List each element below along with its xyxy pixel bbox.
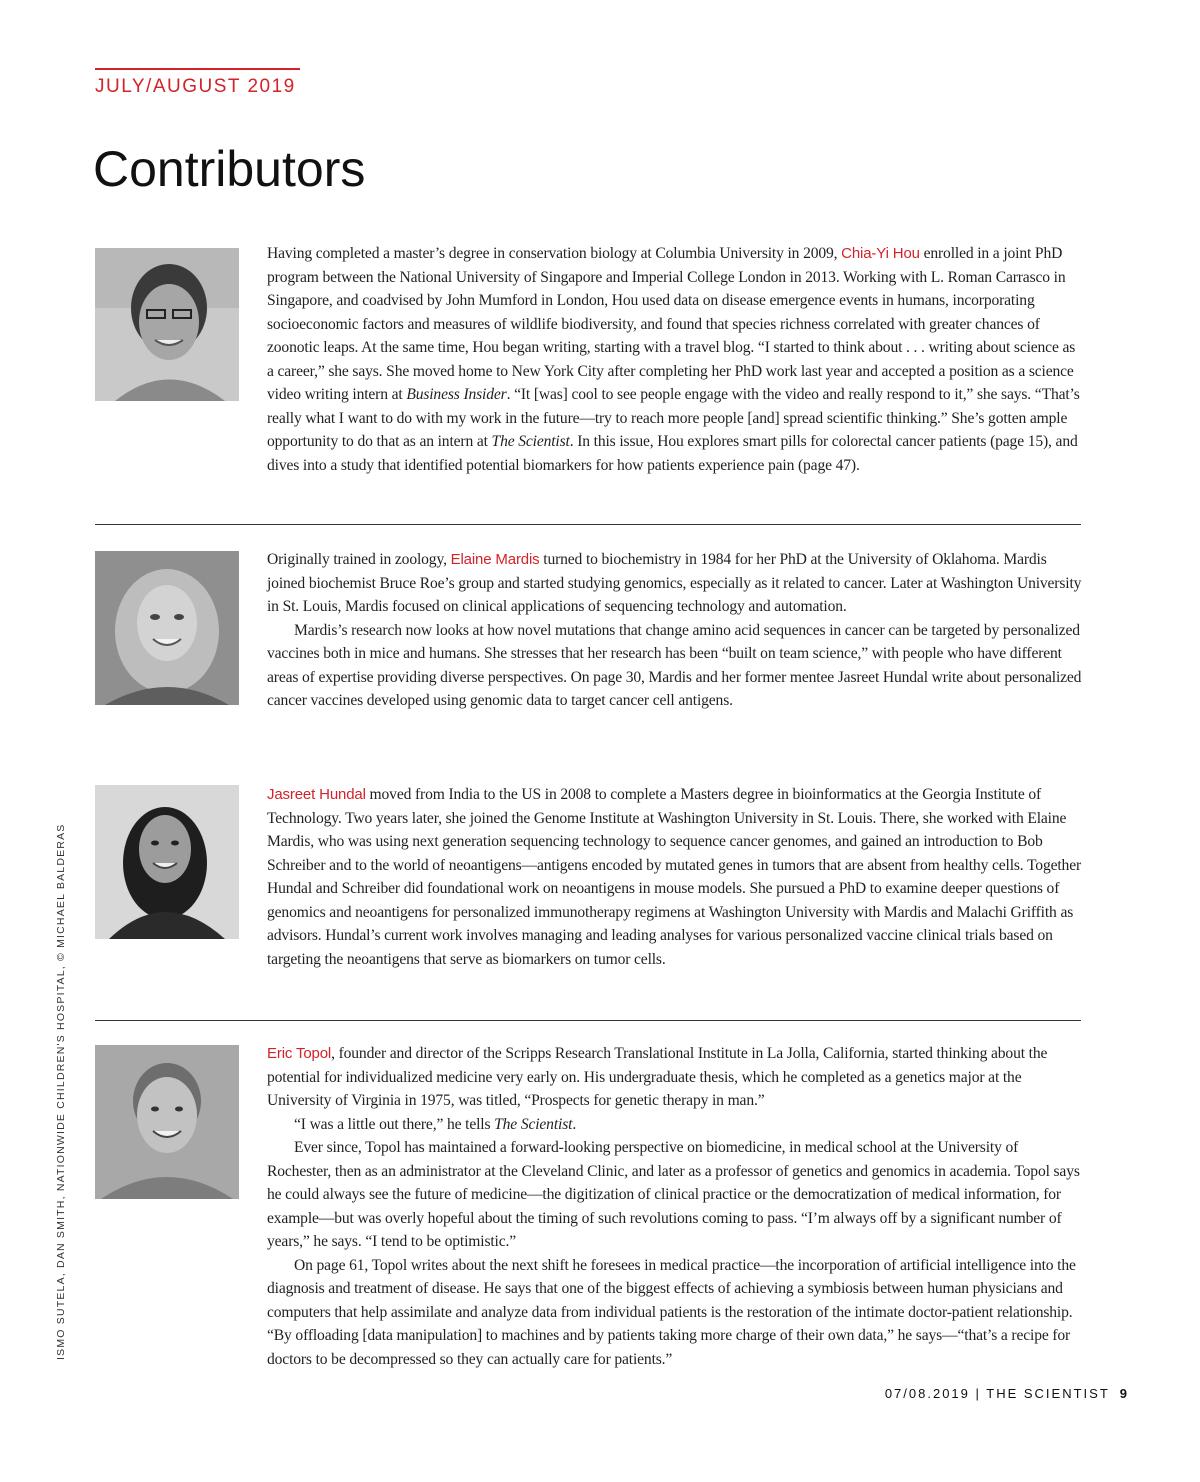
contributor-name: Chia-Yi Hou: [841, 245, 920, 262]
page-title: Contributors: [93, 141, 366, 197]
bio-hundal: [267, 783, 1083, 971]
bio-paragraph: Originally trained in zoology, Elaine Mardis turned to biochemistry in 1984 for her PhD at the University of Oklahoma. Mardis joined biochemist Bruce Roe’s group and started studying genomics, especially as it related to cancer. Later at Washington University in St. Louis, Mardis focused on clinical applications of sequencing technology and automation.: [267, 551, 1082, 615]
contributor-name: Eric Topol: [267, 1045, 332, 1062]
bio-paragraph: Jasreet Hundal moved from India to the US in 2008 to complete a Masters degree in bioinformatics at the Georgia Institute of Technology. Two years later, she joined the Genome Institute at Washington University in St. Louis. There, she worked with Elaine Mardis, who was using next generation sequencing technology to sequence cancer genomes, and gained an introduction to Bob Schreiber and to the world of neoantigens—antigens encoded by mutated genes in tumors that are absent from healthy cells. Together Hundal and Schreiber did foundational work on neoantigens in mouse models. She pursued a PhD to examine deeper questions of genomics and neoantigens for personalized immunotherapy regimens at Washington University with Mardis and Malachi Griffith as advisors. Hundal’s current work involves managing and leading analyses for various personalized vaccine clinical trials based on targeting the neoantigens that serve as biomarkers on tumor cells.: [267, 786, 1082, 968]
portrait-photo-icon: [95, 248, 239, 401]
bio-paragraph: Having completed a master’s degree in conservation biology at Columbia University in 2009, Chia-Yi Hou enrolled in a joint PhD program between the National University of Singapore and Imperial College London in 2013. Working with L. Roman Carrasco in Singapore, and coadvised by John Mumford in London, Hou used data on disease emergence events in humans, incorporating socioeconomic factors and measures of wildlife biodiversity, and found that species richness correlated with greater chances of zoonotic leaps. At the same time, Hou began writing, starting with a travel blog. “I started to think about . . . writing about science as a career,” she says. She moved home to New York City after completing her PhD work last year and accepted a position as a science video writing intern at Business Insider. “It [was] cool to see people engage with the video and really respond to it,” she says. “That’s really what I want to do with my work in the future—try to reach more people [and] spread scientific thinking.” She’s gotten ample opportunity to do that as an intern at The Scientist. In this issue, Hou explores smart pills for colorectal cancer patients (page 15), and dives into a study that identified potential biomarkers for how patients experience pain (page 47).: [267, 245, 1080, 474]
page-number: 9: [1119, 1386, 1129, 1401]
portrait-photo-topol: [95, 1045, 239, 1199]
bio-paragraph: “I was a little out there,” he tells The Scientist.: [294, 1115, 577, 1133]
bio-topol: [267, 1042, 1083, 1371]
photo-credit: ISMO SUTELA, DAN SMITH, NATIONWIDE CHILDREN'S HOSPITAL, © MICHAEL BALDERAS: [55, 823, 67, 1360]
bio-paragraph: On page 61, Topol writes about the next shift he foresees in medical practice—the incorporation of artificial intelligence into the diagnosis and treatment of disease. He says that one of the biggest effects of achieving a symbiosis between human physicians and computers that help assimilate and analyze data from individual patients is the restoration of the intimate doctor-patient relationship. “By offloading [data manipulation] to machines and by patients taking more charge of their own data,” he says—“that’s a recipe for doctors to be decompressed so they can actually care for patients.”: [267, 1256, 1076, 1368]
section-divider: [95, 524, 1081, 525]
portrait-photo-hundal: [95, 785, 239, 939]
issue-date: JULY/AUGUST 2019: [95, 68, 300, 98]
page-footer: [885, 1386, 1129, 1401]
bio-paragraph: Ever since, Topol has maintained a forward-looking perspective on biomedicine, in medical school at the University of Rochester, then as an administrator at the Cleveland Clinic, and later as a professor of genetics and genomics in academia. Topol says he could always see the future of medicine—the digitization of clinical practice or the democratization of medical information, for example—but was overly hopeful about the timing of such revolutions coming to pass. “I’m always off by a significant number of years,” he says. “I tend to be optimistic.”: [267, 1139, 1080, 1250]
contributor-name: Elaine Mardis: [450, 551, 540, 568]
bio-hou: [267, 242, 1083, 477]
footer-issue: 07/08.2019 | THE SCIENTIST: [884, 1386, 1110, 1401]
portrait-photo-hou: [95, 248, 239, 401]
portrait-photo-icon: [95, 1045, 239, 1199]
bio-paragraph: Mardis’s research now looks at how novel mutations that change amino acid sequences in cancer can be targeted by personalized vaccines both in mice and humans. She stresses that her research has been “built on team science,” with people who have different areas of expertise providing diverse perspectives. On page 30, Mardis and her former mentee Jasreet Hundal write about personalized cancer vaccines developed using genomic data to target cancer cell antigens.: [267, 621, 1082, 709]
bio-paragraph: Eric Topol, founder and director of the Scripps Research Translational Institute in La Jolla, California, started thinking about the potential for individualized medicine very early on. His undergraduate thesis, which he completed as a genetics major at the University of Virginia in 1975, was titled, “Prospects for genetic therapy in man.”: [267, 1045, 1048, 1109]
bio-mardis: [267, 548, 1083, 713]
contributor-name: Jasreet Hundal: [267, 786, 366, 803]
portrait-photo-mardis: [95, 551, 239, 705]
portrait-photo-icon: [95, 785, 239, 939]
portrait-photo-icon: [95, 551, 239, 705]
section-divider: [95, 1020, 1081, 1021]
